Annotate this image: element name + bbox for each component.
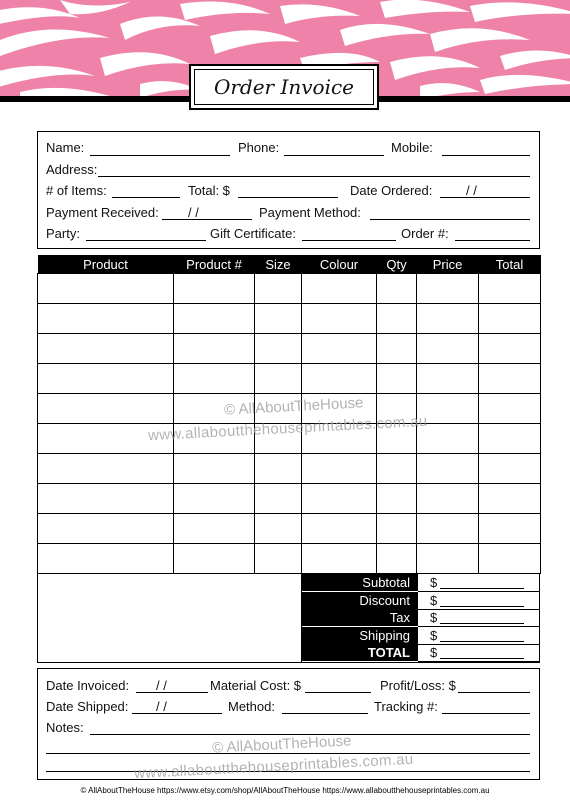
table-cell[interactable] <box>255 484 302 514</box>
table-cell[interactable] <box>417 334 479 364</box>
table-cell[interactable] <box>479 274 541 304</box>
address-label: Address: <box>46 162 98 177</box>
table-cell[interactable] <box>174 454 255 484</box>
material-cost-label: Material Cost: $ <box>210 678 302 693</box>
totals-currency: $ <box>430 645 438 660</box>
order-no-label: Order #: <box>401 226 449 241</box>
table-row <box>38 274 541 304</box>
totals-row-separator <box>418 661 540 662</box>
table-cell[interactable] <box>377 304 417 334</box>
payment-method-field[interactable] <box>370 219 530 220</box>
totals-currency: $ <box>430 575 438 590</box>
table-cell[interactable] <box>255 334 302 364</box>
name-field[interactable] <box>90 155 230 156</box>
date-shipped-slashes: / / <box>156 699 167 714</box>
table-cell[interactable] <box>302 484 377 514</box>
table-cell[interactable] <box>479 424 541 454</box>
watermark-copyright-bottom: © AllAboutTheHouse <box>211 732 352 757</box>
date-shipped-field[interactable] <box>132 713 222 714</box>
table-cell[interactable] <box>255 514 302 544</box>
gift-certificate-field[interactable] <box>302 240 396 241</box>
table-cell[interactable] <box>38 364 174 394</box>
table-row <box>38 484 541 514</box>
table-cell[interactable] <box>302 454 377 484</box>
table-cell[interactable] <box>38 514 174 544</box>
party-label: Party: <box>46 226 80 241</box>
payment-received-label: Payment Received: <box>46 205 159 220</box>
table-cell[interactable] <box>38 304 174 334</box>
table-cell[interactable] <box>377 334 417 364</box>
method-label: Method: <box>228 699 275 714</box>
mobile-label: Mobile: <box>391 140 433 155</box>
table-cell[interactable] <box>377 544 417 574</box>
totals-field[interactable] <box>440 623 524 624</box>
table-cell[interactable] <box>377 364 417 394</box>
totals-field[interactable] <box>440 641 524 642</box>
table-cell[interactable] <box>479 334 541 364</box>
method-field[interactable] <box>282 713 368 714</box>
notes-label: Notes: <box>46 720 84 735</box>
table-cell[interactable] <box>377 514 417 544</box>
table-cell[interactable] <box>302 364 377 394</box>
table-cell[interactable] <box>479 454 541 484</box>
totals-label: Discount <box>302 592 418 609</box>
totals-field[interactable] <box>440 606 524 607</box>
payment-received-field[interactable] <box>162 219 252 220</box>
watermark-url: www.allaboutthehouseprintables.com.au <box>147 412 428 445</box>
title-box <box>189 64 379 110</box>
mobile-field[interactable] <box>442 155 530 156</box>
gift-certificate-label: Gift Certificate: <box>210 226 296 241</box>
totals-label: Shipping <box>302 627 418 644</box>
header-price: Price <box>417 255 479 274</box>
notes-line-2[interactable] <box>46 753 530 754</box>
name-label: Name: <box>46 140 85 155</box>
table-cell[interactable] <box>377 454 417 484</box>
total-label: Total: $ <box>188 183 230 198</box>
date-ordered-label: Date Ordered: <box>350 183 433 198</box>
table-cell[interactable] <box>255 364 302 394</box>
table-cell[interactable] <box>302 304 377 334</box>
totals-currency: $ <box>430 627 438 643</box>
table-cell[interactable] <box>479 394 541 424</box>
table-cell[interactable] <box>479 304 541 334</box>
header-colour: Colour <box>302 255 377 274</box>
table-cell[interactable] <box>377 484 417 514</box>
table-cell[interactable] <box>174 364 255 394</box>
table-cell[interactable] <box>174 514 255 544</box>
watermark-url-bottom: www.allaboutthehouseprintables.com.au <box>133 750 414 783</box>
table-cell[interactable] <box>174 484 255 514</box>
table-cell[interactable] <box>417 484 479 514</box>
table-cell[interactable] <box>417 274 479 304</box>
table-row <box>38 454 541 484</box>
header-product: Product <box>38 255 174 274</box>
date-invoiced-field[interactable] <box>136 692 208 693</box>
table-cell[interactable] <box>417 544 479 574</box>
items-label: # of Items: <box>46 183 107 198</box>
table-cell[interactable] <box>255 304 302 334</box>
items-field[interactable] <box>112 197 180 198</box>
table-row <box>38 304 541 334</box>
tracking-field[interactable] <box>442 713 530 714</box>
header-qty: Qty <box>377 255 417 274</box>
totals-label: Tax <box>302 609 418 626</box>
totals-field[interactable] <box>440 588 524 589</box>
table-row <box>38 514 541 544</box>
address-field[interactable] <box>98 176 530 177</box>
table-cell[interactable] <box>38 454 174 484</box>
totals-box <box>37 573 540 663</box>
table-cell[interactable] <box>38 394 174 424</box>
table-row <box>38 544 541 574</box>
footer-credits: © AllAboutTheHouse https://www.etsy.com/shop/AllAboutTheHouse https://www.allaboutthehouseprintables.com.au <box>80 786 490 795</box>
totals-field[interactable] <box>440 658 524 659</box>
material-cost-field[interactable] <box>305 692 371 693</box>
totals-label: TOTAL <box>302 644 418 661</box>
table-cell[interactable] <box>255 454 302 484</box>
table-cell[interactable] <box>38 334 174 364</box>
profit-loss-label: Profit/Loss: $ <box>380 678 456 693</box>
table-cell[interactable] <box>377 274 417 304</box>
party-field[interactable] <box>86 240 206 241</box>
totals-currency: $ <box>430 610 438 625</box>
header-size: Size <box>255 255 302 274</box>
payment-method-label: Payment Method: <box>259 205 361 220</box>
table-cell[interactable] <box>174 304 255 334</box>
date-invoiced-slashes: / / <box>156 678 167 693</box>
table-cell[interactable] <box>479 544 541 574</box>
totals-label: Subtotal <box>302 574 418 591</box>
table-cell[interactable] <box>302 334 377 364</box>
phone-field[interactable] <box>284 155 384 156</box>
table-cell[interactable] <box>479 514 541 544</box>
table-cell[interactable] <box>417 304 479 334</box>
page-title: Order Invoice <box>213 75 355 99</box>
table-cell[interactable] <box>174 274 255 304</box>
table-row <box>38 334 541 364</box>
date-ordered-field[interactable] <box>440 197 530 198</box>
date-invoiced-label: Date Invoiced: <box>46 678 130 693</box>
date-shipped-label: Date Shipped: <box>46 699 129 714</box>
totals-currency: $ <box>430 592 438 608</box>
table-cell[interactable] <box>479 364 541 394</box>
table-cell[interactable] <box>174 334 255 364</box>
table-cell[interactable] <box>417 454 479 484</box>
payment-received-slashes: / / <box>188 205 199 220</box>
header-total: Total <box>479 255 541 274</box>
table-cell[interactable] <box>255 544 302 574</box>
table-cell[interactable] <box>417 364 479 394</box>
date-ordered-slashes: / / <box>466 183 477 198</box>
profit-loss-field[interactable] <box>458 692 530 693</box>
watermark-copyright: © AllAboutTheHouse <box>223 394 364 419</box>
table-cell[interactable] <box>302 514 377 544</box>
header-product-no: Product # <box>174 255 255 274</box>
total-field[interactable] <box>238 197 338 198</box>
table-cell[interactable] <box>174 544 255 574</box>
table-cell[interactable] <box>417 514 479 544</box>
table-cell[interactable] <box>38 274 174 304</box>
table-cell[interactable] <box>255 274 302 304</box>
table-cell[interactable] <box>302 274 377 304</box>
table-cell[interactable] <box>38 484 174 514</box>
table-cell[interactable] <box>302 544 377 574</box>
table-cell[interactable] <box>479 484 541 514</box>
table-row <box>38 364 541 394</box>
order-no-field[interactable] <box>455 240 530 241</box>
table-cell[interactable] <box>38 544 174 574</box>
tracking-label: Tracking #: <box>374 699 438 714</box>
table-header-row <box>38 255 541 274</box>
phone-label: Phone: <box>238 140 280 155</box>
title-inner-border <box>194 69 374 105</box>
